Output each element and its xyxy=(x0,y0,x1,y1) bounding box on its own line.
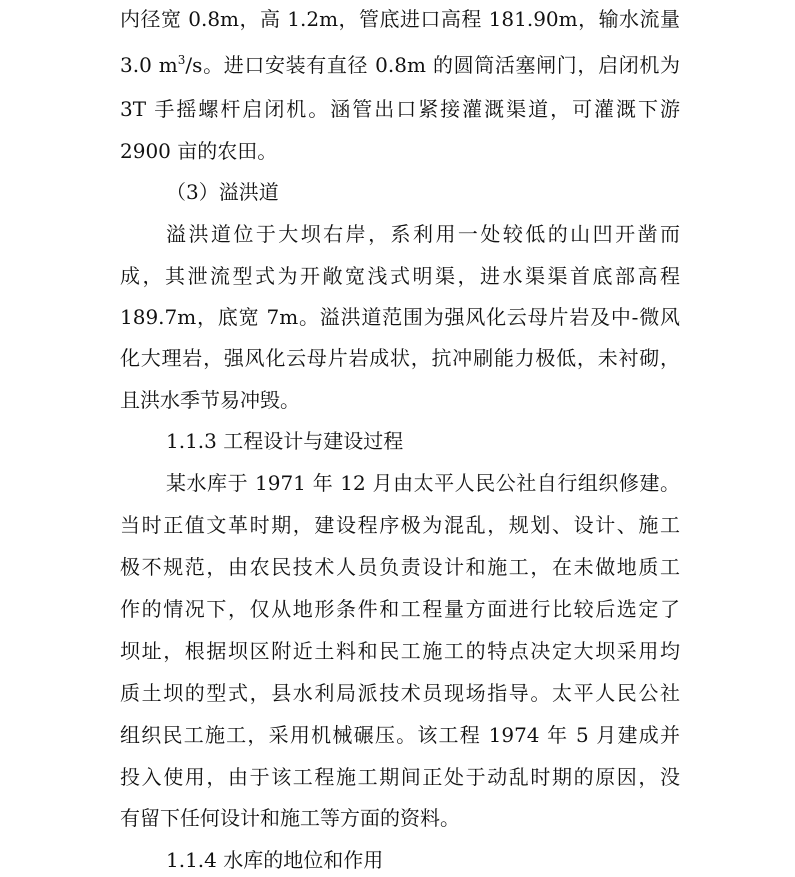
section-heading-1-1-3: 1.1.3 工程设计与建设过程 xyxy=(166,429,404,453)
para1-line1: 内径宽 0.8m，高 1.2m，管底进口高程 181.90m，输水流量 xyxy=(120,7,680,31)
para3-line5: 坝址，根据坝区附近土料和民工施工的特点决定大坝采用均 xyxy=(120,639,680,663)
flow-value: 3.0 m xyxy=(120,53,178,77)
para2-line3: 189.7m，底宽 7m。溢洪道范围为强风化云母片岩及中-微风 xyxy=(120,305,680,329)
section-heading-1-1-4: 1.1.4 水库的地位和作用 xyxy=(166,848,384,872)
para3-line8: 投入使用，由于该工程施工期间正处于动乱时期的原因，没 xyxy=(120,765,680,789)
para2-line2: 成，其泄流型式为开敞宽浅式明渠，进水渠渠首底部高程 xyxy=(120,264,680,288)
para2-line1: 溢洪道位于大坝右岸，系利用一处较低的山凹开凿而 xyxy=(166,222,680,246)
para2-line5: 且洪水季节易冲毁。 xyxy=(120,388,300,412)
para3-line2: 当时正值文革时期，建设程序极为混乱，规划、设计、施工 xyxy=(120,513,680,537)
para2-line4: 化大理岩，强风化云母片岩成状，抗冲刷能力极低，未衬砌， xyxy=(120,346,680,370)
para1-line2-rest: /s。进口安装有直径 0.8m 的圆筒活塞闸门，启闭机为 xyxy=(185,53,680,77)
para3-line1: 某水库于 1971 年 12 月由太平人民公社自行组织修建。 xyxy=(166,471,680,495)
flow-exponent: 3 xyxy=(177,53,186,67)
para3-line4: 作的情况下，仅从地形条件和工程量方面进行比较后选定了 xyxy=(120,597,680,621)
para1-line4: 2900 亩的农田。 xyxy=(120,139,278,163)
section-heading-spillway: （3）溢洪道 xyxy=(166,180,279,204)
para1-line2 xyxy=(120,48,680,82)
para3-line7: 组织民工施工，采用机械碾压。该工程 1974 年 5 月建成并 xyxy=(120,723,680,747)
para3-line9: 有留下任何设计和施工等方面的资料。 xyxy=(120,806,460,830)
para3-line3: 极不规范，由农民技术人员负责设计和施工，在未做地质工 xyxy=(120,555,680,579)
para3-line6: 质土坝的型式，县水利局派技术员现场指导。太平人民公社 xyxy=(120,681,680,705)
para1-line3: 3T 手摇螺杆启闭机。涵管出口紧接灌溉渠道，可灌溉下游 xyxy=(120,97,680,121)
